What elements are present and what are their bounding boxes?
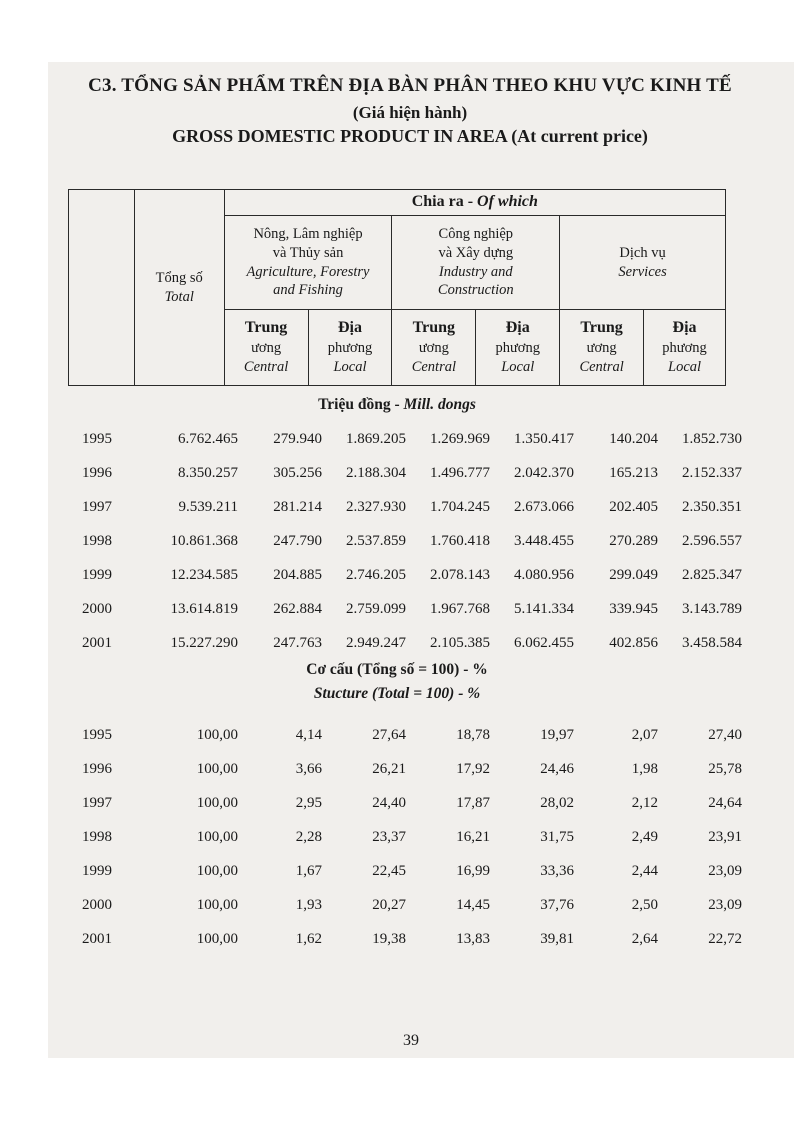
- central-vi-1: Trung: [580, 319, 623, 337]
- cell-agri-local: 27,64: [372, 727, 406, 743]
- page-content: [68, 74, 752, 1049]
- cell-serv-local: 2.596.557: [682, 533, 742, 549]
- header-agri-vi-1: Nông, Lâm nghiệp: [253, 225, 363, 242]
- table-row: [68, 533, 758, 567]
- cell-total: 15.227.290: [170, 635, 238, 651]
- cell-total: 8.350.257: [178, 465, 238, 481]
- header-total-vi: Tổng số: [155, 269, 203, 286]
- central-en: Central: [411, 358, 456, 375]
- central-en: Central: [579, 358, 624, 375]
- cell-serv-local: 22,72: [708, 931, 742, 947]
- cell-ind-local: 33,36: [540, 863, 574, 879]
- cell-agri-local: 2.746.205: [346, 567, 406, 583]
- cell-year: 1995: [82, 431, 112, 447]
- table-row: [68, 863, 758, 897]
- cell-serv-central: 140.204: [609, 431, 658, 447]
- cell-ind-central: 2.105.385: [430, 635, 490, 651]
- cell-total: 9.539.211: [178, 499, 238, 515]
- table-row: [68, 727, 758, 761]
- central-vi-2: ương: [418, 340, 449, 357]
- header-total-cell: [134, 190, 224, 386]
- cell-agri-local: 2.759.099: [346, 601, 406, 617]
- cell-serv-central: 202.405: [609, 499, 658, 515]
- cell-year: 1996: [82, 465, 112, 481]
- table-header: [68, 189, 726, 386]
- cell-ind-local: 28,02: [540, 795, 574, 811]
- cell-serv-local: 3.143.789: [682, 601, 742, 617]
- table-row: [68, 601, 758, 635]
- header-of-which-vi: Chia ra -: [411, 193, 478, 211]
- cell-serv-local: 3.458.584: [682, 635, 742, 651]
- cell-agri-local: 1.869.205: [346, 431, 406, 447]
- page-title-english: GROSS DOMESTIC PRODUCT IN AREA (At current price): [172, 126, 648, 146]
- cell-ind-central: 1.704.245: [430, 499, 490, 515]
- table-row: [68, 761, 758, 795]
- header-serv-en: Services: [618, 263, 667, 280]
- table-row: [68, 465, 758, 499]
- cell-ind-local: 4.080.956: [514, 567, 574, 583]
- cell-agri-local: 2.327.930: [346, 499, 406, 515]
- cell-agri-local: 2.188.304: [346, 465, 406, 481]
- header-services: [560, 216, 726, 310]
- cell-serv-central: 2,50: [631, 897, 658, 913]
- table-row: [68, 431, 758, 465]
- local-vi-1: Địa: [672, 319, 697, 337]
- cell-ind-local: 31,75: [540, 829, 574, 845]
- central-vi-2: ương: [586, 340, 617, 357]
- cell-agri-central: 281.214: [273, 499, 322, 515]
- cell-agri-central: 2,95: [295, 795, 322, 811]
- cell-agri-central: 247.763: [273, 635, 322, 651]
- local-en: Local: [501, 358, 535, 375]
- cell-ind-local: 37,76: [540, 897, 574, 913]
- header-agri-vi-2: và Thủy sản: [272, 244, 344, 261]
- cell-serv-local: 23,09: [708, 897, 742, 913]
- cell-year: 1998: [82, 829, 112, 845]
- cell-year: 1998: [82, 533, 112, 549]
- cell-year: 2000: [82, 601, 112, 617]
- header-ind-central: [392, 310, 476, 386]
- cell-serv-central: 339.945: [609, 601, 658, 617]
- section1-en: Mill. dongs: [403, 396, 476, 413]
- cell-ind-central: 13,83: [456, 931, 490, 947]
- cell-agri-central: 3,66: [295, 761, 322, 777]
- cell-agri-central: 1,67: [295, 863, 322, 879]
- cell-agri-local: 26,21: [372, 761, 406, 777]
- cell-agri-local: 22,45: [372, 863, 406, 879]
- cell-agri-central: 2,28: [295, 829, 322, 845]
- header-of-which: [224, 190, 725, 216]
- cell-year: 1995: [82, 727, 112, 743]
- cell-ind-local: 5.141.334: [514, 601, 574, 617]
- cell-total: 13.614.819: [170, 601, 238, 617]
- central-en: Central: [243, 358, 289, 375]
- cell-agri-central: 247.790: [273, 533, 322, 549]
- cell-ind-central: 2.078.143: [430, 567, 490, 583]
- table-row: [68, 897, 758, 931]
- cell-agri-central: 1,62: [295, 931, 322, 947]
- header-of-which-en: Of which: [477, 193, 538, 211]
- cell-total: 100,00: [196, 931, 238, 947]
- cell-agri-local: 20,27: [372, 897, 406, 913]
- cell-agri-central: 1,93: [295, 897, 322, 913]
- cell-year: 1999: [82, 567, 112, 583]
- cell-agri-local: 19,38: [372, 931, 406, 947]
- table-row: [68, 499, 758, 533]
- cell-year: 1997: [82, 795, 112, 811]
- cell-serv-local: 25,78: [708, 761, 742, 777]
- cell-ind-local: 3.448.455: [514, 533, 574, 549]
- cell-ind-central: 1.967.768: [430, 601, 490, 617]
- cell-agri-local: 24,40: [372, 795, 406, 811]
- cell-year: 2001: [82, 931, 112, 947]
- cell-ind-local: 1.350.417: [514, 431, 574, 447]
- local-vi-2: phương: [662, 340, 707, 357]
- table-row: [68, 795, 758, 829]
- header-agri-central: [224, 310, 308, 386]
- cell-ind-local: 19,97: [540, 727, 574, 743]
- cell-agri-central: 4,14: [295, 727, 322, 743]
- cell-serv-central: 2,07: [631, 727, 658, 743]
- cell-ind-local: 2.042.370: [514, 465, 574, 481]
- cell-total: 100,00: [196, 897, 238, 913]
- section-heading-structure: [68, 661, 726, 703]
- cell-serv-local: 24,64: [708, 795, 742, 811]
- cell-ind-central: 1.269.969: [430, 431, 490, 447]
- cell-total: 6.762.465: [178, 431, 238, 447]
- header-total-en: Total: [164, 288, 194, 305]
- cell-serv-local: 2.152.337: [682, 465, 742, 481]
- header-serv-vi: Dịch vụ: [619, 244, 666, 261]
- cell-serv-central: 2,12: [631, 795, 658, 811]
- cell-total: 100,00: [196, 829, 238, 845]
- cell-ind-central: 1.760.418: [430, 533, 490, 549]
- cell-serv-central: 270.289: [609, 533, 658, 549]
- cell-ind-central: 1.496.777: [430, 465, 490, 481]
- header-industry: [392, 216, 560, 310]
- cell-year: 2001: [82, 635, 112, 651]
- cell-serv-central: 2,64: [631, 931, 658, 947]
- cell-year: 1997: [82, 499, 112, 515]
- cell-agri-central: 305.256: [273, 465, 322, 481]
- title-block: [68, 74, 752, 148]
- page-subtitle: (Giá hiện hành): [352, 102, 468, 122]
- page-number: 39: [403, 1032, 419, 1049]
- local-en: Local: [333, 358, 367, 375]
- cell-agri-central: 204.885: [273, 567, 322, 583]
- cell-total: 100,00: [196, 795, 238, 811]
- header-year-cell: [69, 190, 135, 386]
- cell-agri-local: 23,37: [372, 829, 406, 845]
- cell-serv-local: 1.852.730: [682, 431, 742, 447]
- cell-agri-central: 279.940: [273, 431, 322, 447]
- local-vi-2: phương: [495, 340, 540, 357]
- central-vi-1: Trung: [412, 319, 456, 337]
- central-vi-2: ương: [251, 340, 282, 357]
- section2-vi: Cơ cấu (Tổng số = 100) - %: [306, 661, 488, 678]
- local-en: Local: [668, 358, 702, 375]
- cell-ind-central: 17,92: [456, 761, 490, 777]
- header-serv-local: [644, 310, 726, 386]
- cell-total: 100,00: [196, 727, 238, 743]
- cell-agri-local: 2.949.247: [346, 635, 406, 651]
- cell-ind-local: 39,81: [540, 931, 574, 947]
- header-agri-local: [308, 310, 392, 386]
- cell-serv-central: 1,98: [631, 761, 658, 777]
- cell-serv-local: 2.825.347: [682, 567, 742, 583]
- cell-serv-local: 2.350.351: [682, 499, 742, 515]
- cell-serv-central: 402.856: [609, 635, 658, 651]
- cell-serv-central: 2,44: [631, 863, 658, 879]
- cell-ind-central: 16,99: [456, 863, 490, 879]
- section-heading-mill-dongs: [68, 396, 726, 414]
- cell-ind-central: 18,78: [456, 727, 490, 743]
- cell-total: 12.234.585: [170, 567, 238, 583]
- table-row: [68, 829, 758, 863]
- cell-total: 100,00: [196, 863, 238, 879]
- cell-year: 1999: [82, 863, 112, 879]
- table-row: [68, 931, 758, 965]
- local-vi-1: Địa: [337, 319, 362, 337]
- local-vi-2: phương: [327, 340, 373, 357]
- page-title: C3. TỔNG SẢN PHẨM TRÊN ĐỊA BÀN PHÂN THEO KHU VỰC KINH TẾ: [88, 75, 732, 96]
- section2-en: Stucture (Total = 100) - %: [313, 685, 481, 702]
- header-serv-central: [560, 310, 644, 386]
- rows-structure: [68, 727, 758, 965]
- cell-total: 100,00: [196, 761, 238, 777]
- cell-serv-local: 23,09: [708, 863, 742, 879]
- cell-serv-central: 2,49: [631, 829, 658, 845]
- central-vi-1: Trung: [244, 319, 288, 337]
- cell-ind-central: 14,45: [456, 897, 490, 913]
- rows-mill-dongs: [68, 431, 758, 669]
- table-row: [68, 567, 758, 601]
- header-ind-en-1: Industry and: [438, 263, 513, 280]
- header-ind-vi-1: Công nghiệp: [438, 225, 514, 242]
- cell-agri-central: 262.884: [273, 601, 322, 617]
- header-agriculture: [224, 216, 392, 310]
- cell-serv-local: 27,40: [708, 727, 742, 743]
- header-ind-vi-2: và Xây dựng: [438, 244, 514, 261]
- section1-vi: Triệu đồng -: [318, 396, 404, 413]
- header-ind-en-2: Construction: [437, 282, 514, 299]
- cell-ind-local: 24,46: [540, 761, 574, 777]
- header-agri-en-2: and Fishing: [273, 282, 343, 299]
- cell-ind-central: 16,21: [456, 829, 490, 845]
- cell-ind-local: 6.062.455: [514, 635, 574, 651]
- cell-agri-local: 2.537.859: [346, 533, 406, 549]
- cell-total: 10.861.368: [170, 533, 238, 549]
- cell-year: 1996: [82, 761, 112, 777]
- header-agri-en-1: Agriculture, Forestry: [246, 263, 370, 280]
- cell-year: 2000: [82, 897, 112, 913]
- cell-serv-central: 165.213: [609, 465, 658, 481]
- cell-serv-central: 299.049: [609, 567, 658, 583]
- document-page: [48, 62, 794, 1058]
- header-ind-local: [476, 310, 560, 386]
- local-vi-1: Địa: [505, 319, 530, 337]
- cell-ind-central: 17,87: [456, 795, 490, 811]
- cell-ind-local: 2.673.066: [514, 499, 574, 515]
- cell-serv-local: 23,91: [708, 829, 742, 845]
